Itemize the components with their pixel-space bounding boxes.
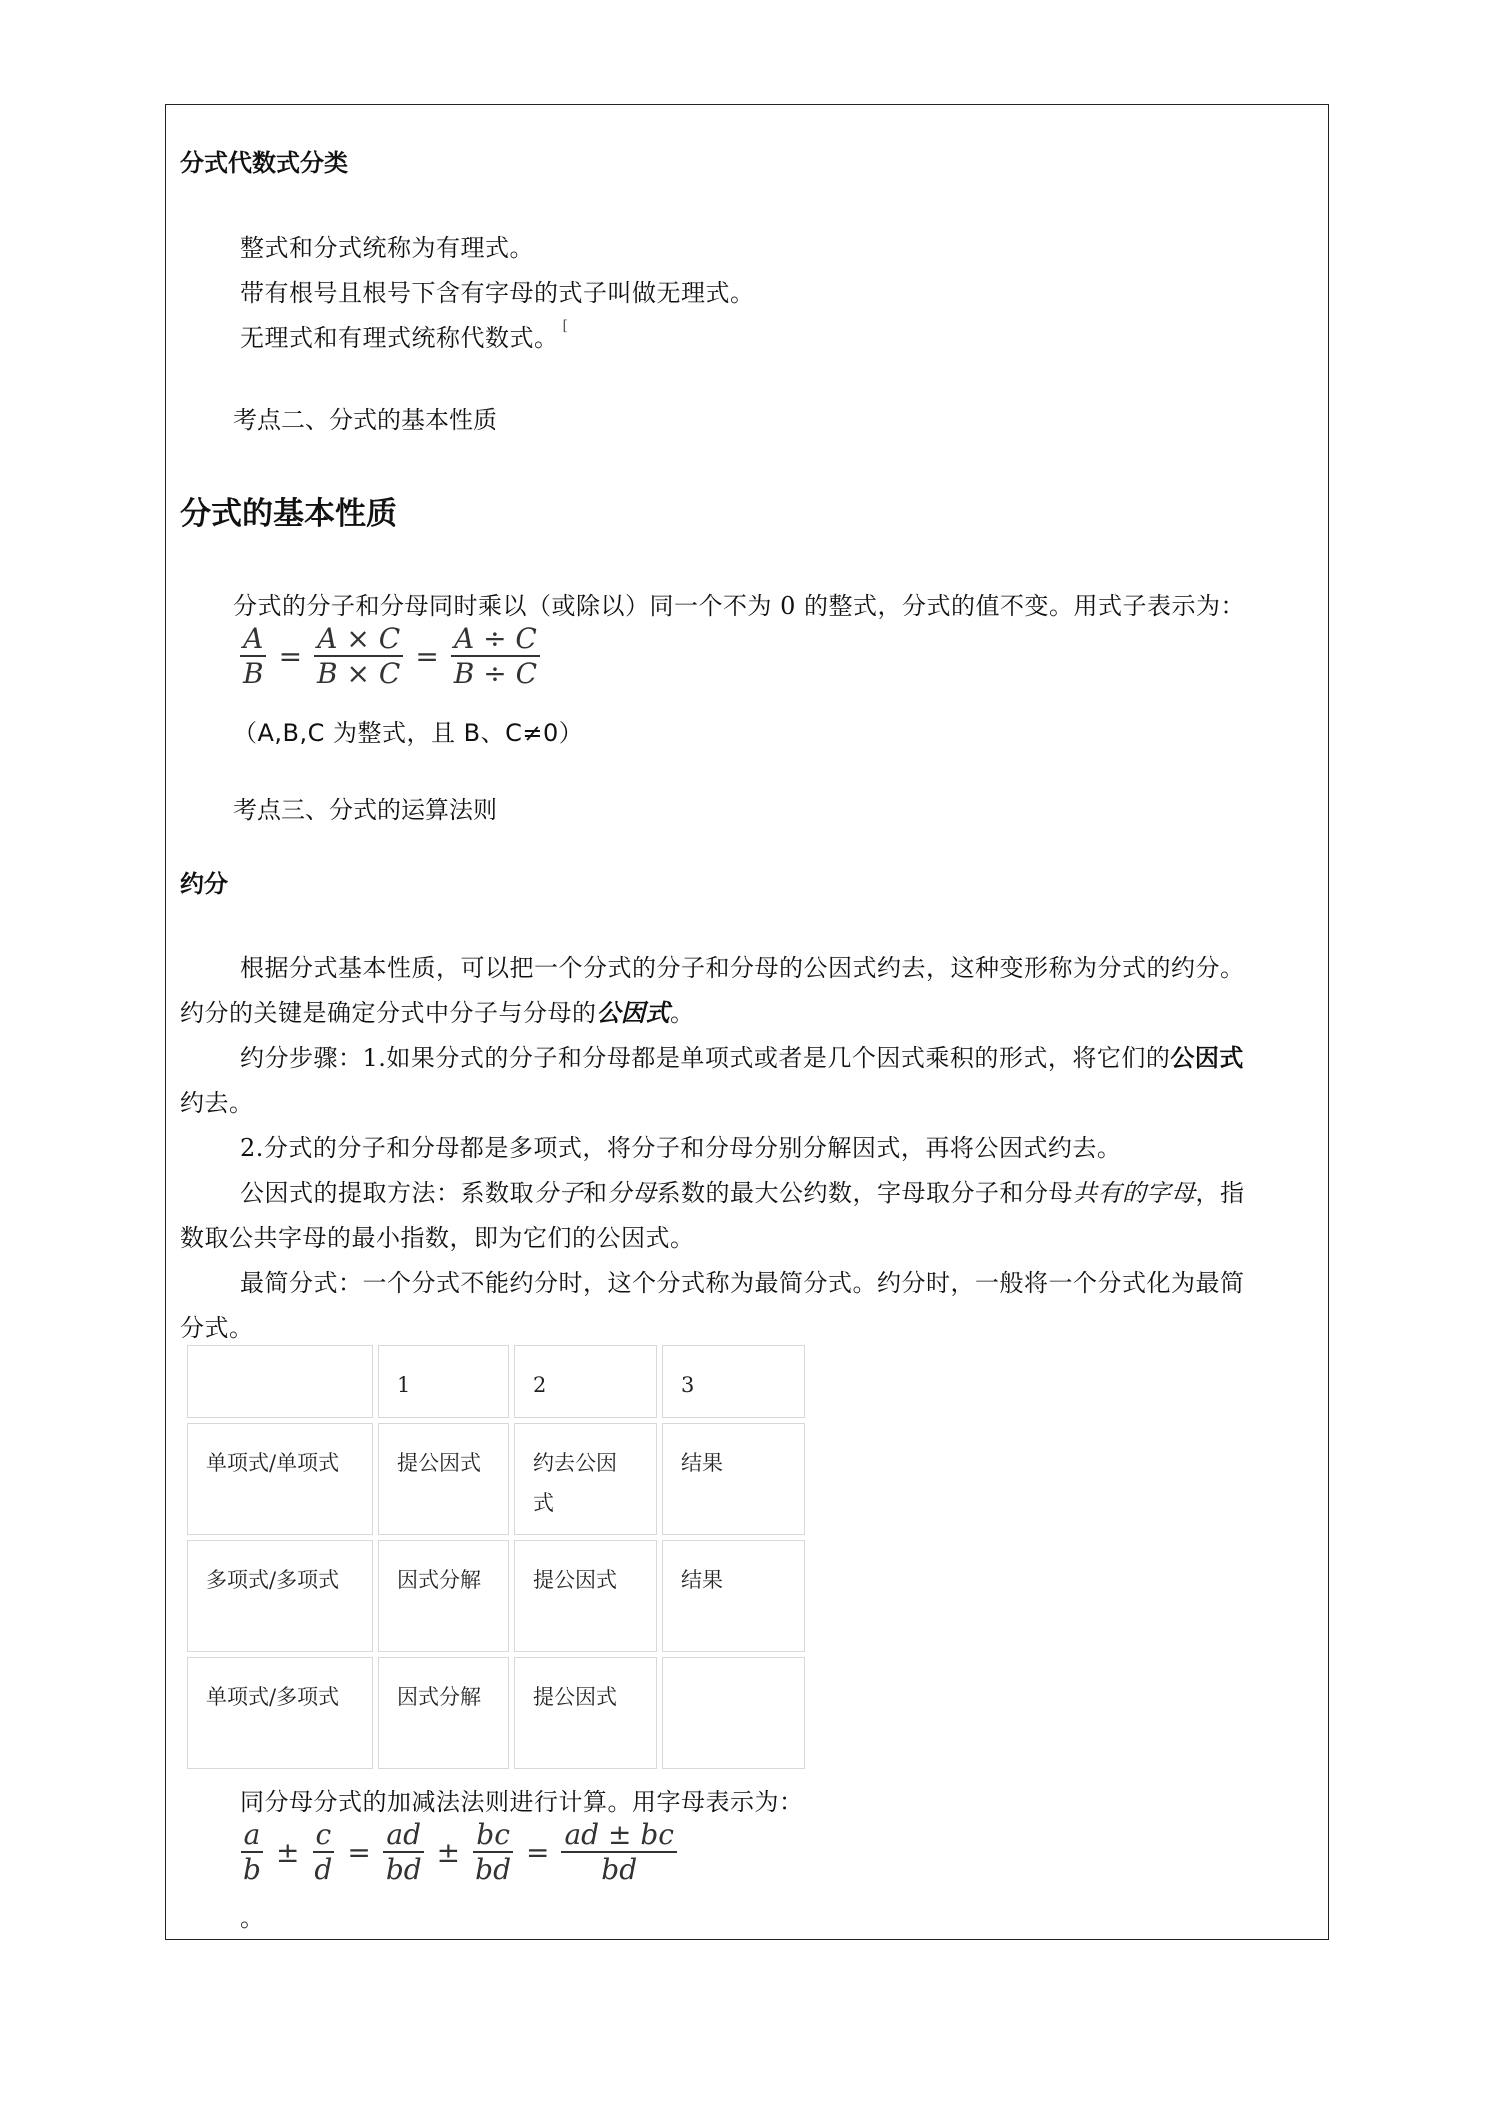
table-row (187, 1657, 805, 1769)
heading-basic-property: 分式的基本性质 (180, 496, 397, 532)
equals-sign: = (526, 1835, 550, 1869)
basic-property-formula (236, 624, 544, 689)
table-row (187, 1540, 805, 1652)
fraction-c-over-d: $\frac{c}{d}$ (314, 1818, 333, 1887)
fraction-divide: $\frac{A \div C}{B \div C}$ (451, 624, 540, 689)
reduction-para1-line2: 约分的关键是确定分式中分子与分母的公因式。 (180, 999, 695, 1027)
table-cell: 单项式/多项式 (187, 1657, 373, 1769)
formula-condition: （A,B,C 为整式，且 B、C≠0） (233, 719, 584, 747)
table-cell: 2 (514, 1345, 657, 1418)
line-irrational-expression: 带有根号且根号下含有字母的式子叫做无理式。 (240, 279, 755, 307)
table-cell: 约去公因 式 (514, 1423, 657, 1535)
table-row (187, 1423, 805, 1535)
heading-fraction-classification: 分式代数式分类 (180, 149, 348, 177)
line-rational-expression: 整式和分式统称为有理式。 (240, 234, 534, 262)
trailing-mark: [ (562, 318, 569, 334)
heading-reduction: 约分 (180, 870, 228, 898)
simplest-fraction-line1: 最简分式：一个分式不能约分时，这个分式称为最简分式。约分时，一般将一个分式化为最简 (240, 1269, 1245, 1297)
fraction-bc-over-bd: $\frac{bc}{bd}$ (475, 1818, 511, 1887)
extraction-method-line2: 数取公共字母的最小指数，即为它们的公因式。 (180, 1224, 695, 1252)
table-cell (662, 1657, 805, 1769)
plus-minus-sign: ± (436, 1835, 461, 1869)
line-algebraic-expression: 无理式和有理式统称代数式。 [ (240, 318, 569, 352)
table-cell: 3 (662, 1345, 805, 1418)
equals-sign: = (347, 1835, 371, 1869)
table-cell: 单项式/单项式 (187, 1423, 373, 1535)
basic-property-text: 分式的分子和分母同时乘以（或除以）同一个不为 0 的整式，分式的值不变。用式子表示为： (233, 592, 1246, 620)
same-denominator-text: 同分母分式的加减法法则进行计算。用字母表示为： (240, 1788, 804, 1816)
table-cell: 多项式/多项式 (187, 1540, 373, 1652)
addition-formula (236, 1820, 681, 1885)
reduction-steps-line1: 约分步骤：1.如果分式的分子和分母都是单项式或者是几个因式乘积的形式，将它们的公因式 (240, 1044, 1244, 1072)
fraction-a-over-b: $\frac{A}{B}$ (240, 624, 267, 689)
table-cell: 提公因式 (514, 1657, 657, 1769)
table-cell: 结果 (662, 1540, 805, 1652)
table-header-row (187, 1345, 805, 1418)
fraction-ad-over-bd: $\frac{ad}{bd}$ (383, 1820, 425, 1885)
reduction-steps-table (182, 1340, 810, 1774)
table-cell: 提公因式 (514, 1540, 657, 1652)
fraction-a-over-b: $\frac{a}{b}$ (240, 1820, 264, 1885)
reduction-step2: 2.分式的分子和分母都是多项式，将分子和分母分别分解因式，再将公因式约去。 (240, 1134, 1122, 1162)
kaodian-two-title: 考点二、分式的基本性质 (233, 406, 497, 434)
simplest-fraction-line2: 分式。 (180, 1314, 254, 1342)
reduction-para1-line1: 根据分式基本性质，可以把一个分式的分子和分母的公因式约去，这种变形称为分式的约分。 (240, 954, 1245, 982)
table-cell (187, 1345, 373, 1418)
table-cell: 提公因式 (378, 1423, 509, 1535)
table-cell: 因式分解 (378, 1540, 509, 1652)
plus-minus-sign: ± (275, 1835, 300, 1869)
reduction-steps-line2: 约去。 (180, 1089, 254, 1117)
kaodian-three-title: 考点三、分式的运算法则 (233, 796, 497, 824)
common-factor-bold: 公因式 (1170, 1044, 1244, 1072)
equals-sign: = (415, 639, 439, 673)
table-cell: 因式分解 (378, 1657, 509, 1769)
fraction-multiply: $\frac{A \times C}{B \times C}$ (314, 624, 403, 689)
end-mark: 。 (240, 1904, 265, 1932)
fraction-combined: $\frac{ad \pm bc}{bd}$ (561, 1820, 676, 1885)
common-factor-emphasis: 公因式 (596, 999, 670, 1027)
equals-sign: = (278, 639, 303, 673)
extraction-method-line1: 公因式的提取方法：系数取分子和分母系数的最大公约数，字母取分子和分母共有的字母，指 (240, 1179, 1245, 1207)
table-cell: 1 (378, 1345, 509, 1418)
table-cell: 结果 (662, 1423, 805, 1535)
